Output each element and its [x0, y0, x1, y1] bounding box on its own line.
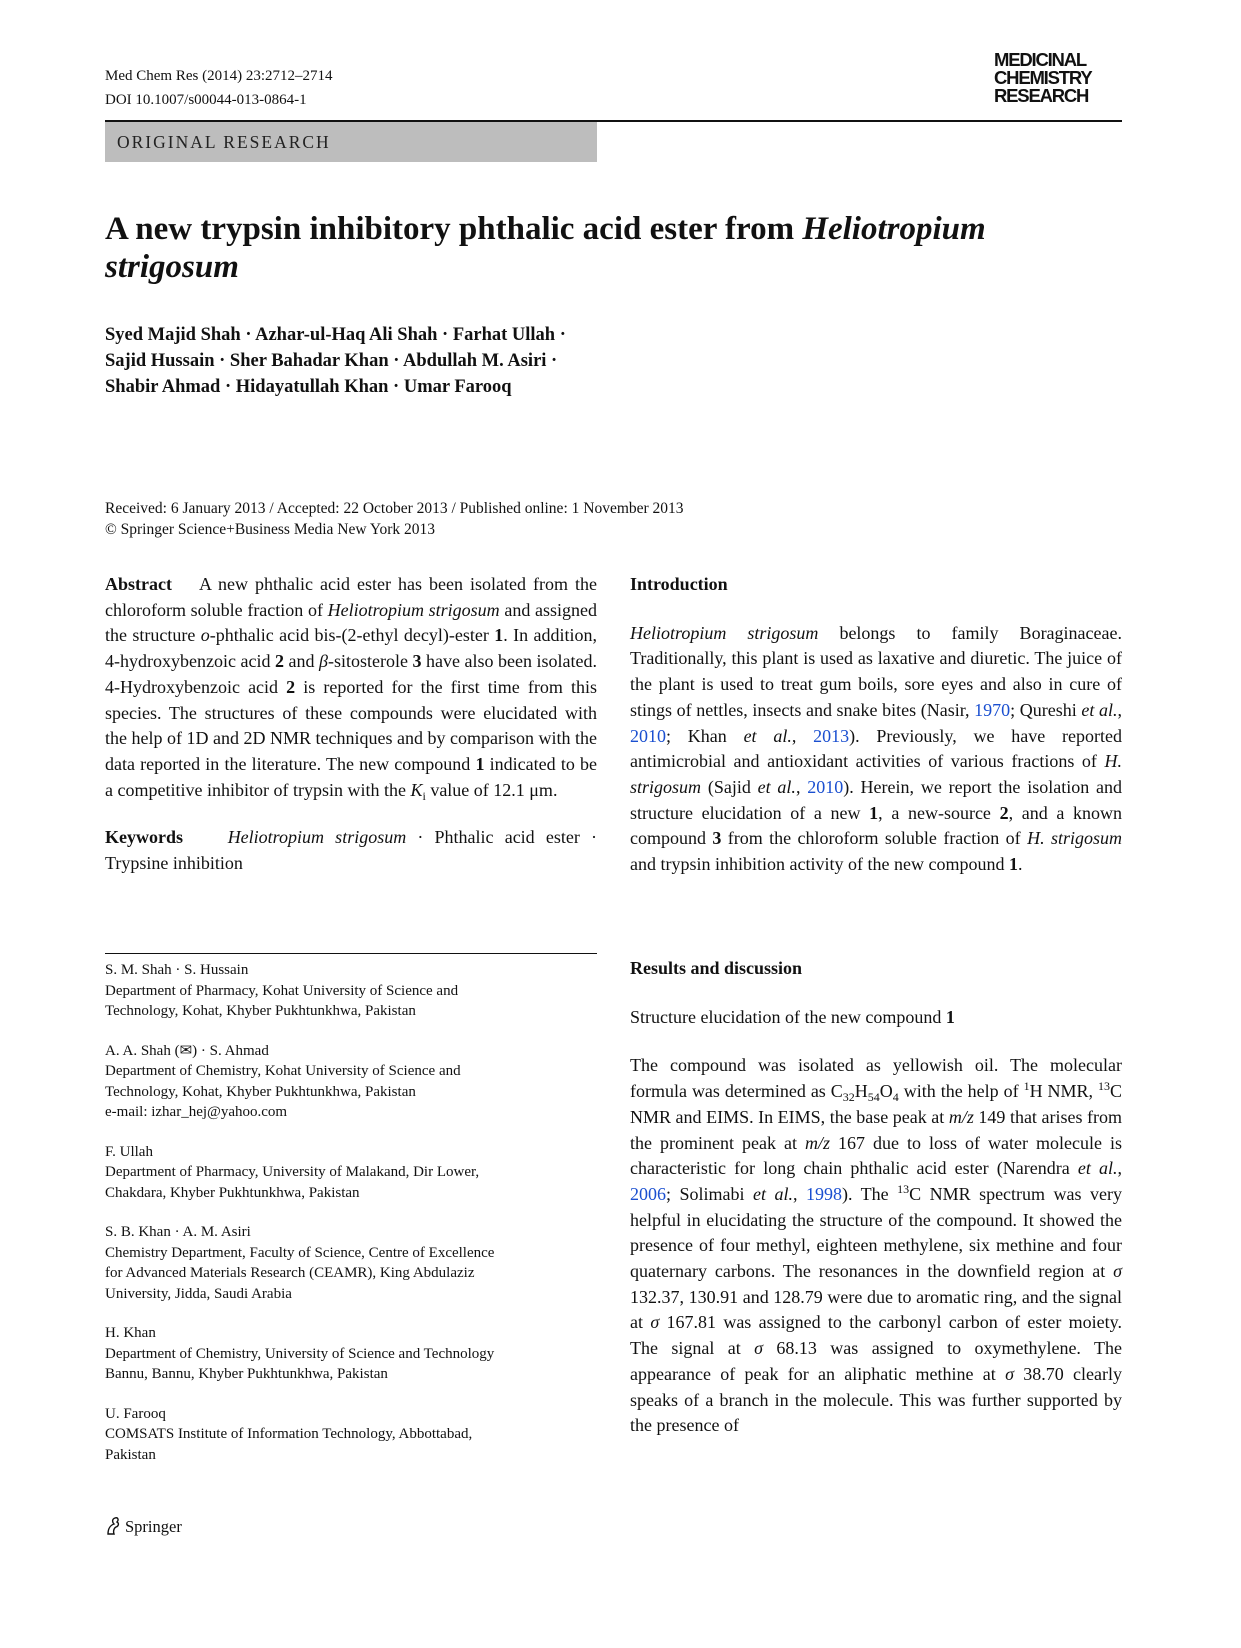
introduction-paragraph — [630, 621, 1122, 878]
affiliation-entry — [105, 1041, 597, 1123]
reference-link[interactable]: 2010 — [630, 725, 666, 746]
reference-link[interactable]: 2013 — [813, 725, 850, 746]
logo-line-1: MEDICINAL — [994, 49, 1086, 70]
springer-horse-icon — [105, 1516, 121, 1536]
body-text: ; Solimabi — [666, 1183, 753, 1204]
body-text: 167 due to loss of water molecule is characteristic for long chain phthalic acid ester (Narendra — [630, 1132, 1122, 1179]
body-text: , — [795, 776, 808, 797]
body-text: belongs to family Boraginaceae. Traditionally, this plant is used as laxative and diuretic. The juice of the plant is used to treat gum boils, sore eyes and also in cure of stings of nettles, insects and snake bites (Nasir, — [630, 622, 1122, 720]
body-text: from the chloroform soluble fraction of — [721, 828, 1028, 849]
affiliation-entry — [105, 1222, 597, 1304]
author-line-2: Sajid Hussain · Sher Bahadar Khan · Abdullah M. Asiri · — [105, 351, 558, 371]
body-text: ; Khan — [666, 725, 744, 746]
article-title — [105, 210, 1105, 286]
subscript: i — [422, 788, 426, 803]
sigma-symbol: σ — [650, 1312, 660, 1333]
abstract-text: and assigned the structure — [105, 599, 598, 646]
abstract-text: -sitosterole — [327, 651, 413, 672]
sigma-symbol: σ — [1113, 1261, 1122, 1282]
section-label: ORIGINAL RESEARCH — [117, 132, 331, 152]
abstract-text: is reported for the first time from this species. The structures of these compounds were elucidated with the help of 1D and 2D NMR techniques and by comparison with the data reported in the literature. The new compound — [105, 676, 598, 774]
author-line-1: Syed Majid Shah · Azhar-ul-Haq Ali Shah · Farhat Ullah · — [105, 325, 566, 345]
affiliation-line: Department of Pharmacy, University of Malakand, Dir Lower, — [105, 1164, 480, 1180]
keywords-paragraph — [105, 825, 597, 876]
keywords-text: · Phthalic acid ester · Trypsine inhibition — [105, 827, 597, 874]
affiliation-names: S. B. Khan · A. M. Asiri — [105, 1224, 251, 1240]
affiliation-line: COMSATS Institute of Information Technology, Abbottabad, — [105, 1426, 473, 1442]
body-text: C NMR spectrum was very helpful in elucidating the structure of the compound. It showed the presence of four methyl, eighteen methylene, six methine and four quaternary carbons. The resonances in the downfield region at — [630, 1183, 1122, 1282]
italic-text: m/z — [804, 1132, 830, 1153]
abstract-text: indicated to be a competitive inhibitor of trypsin with the — [105, 753, 597, 800]
reference-link[interactable]: 2006 — [630, 1183, 666, 1204]
subscript: 54 — [867, 1090, 880, 1105]
body-text: , — [1117, 699, 1122, 720]
introduction-heading: Introduction — [630, 574, 728, 594]
affiliation-line: Department of Pharmacy, Kohat University of Science and — [105, 982, 459, 999]
subheading-text: Structure elucidation of the new compound — [630, 1006, 946, 1027]
affiliation-line: Department of Chemistry, Kohat University of Science and — [105, 1063, 461, 1079]
affiliation-entry — [105, 1323, 597, 1385]
superscript: 13 — [1098, 1079, 1110, 1094]
affiliation-line: Pakistan — [105, 1446, 156, 1463]
doi-line: DOI 10.1007/s00044-013-0864-1 — [105, 92, 307, 108]
body-text: , and a known compound — [630, 802, 1123, 849]
keyword-italic: Heliotropium strigosum — [227, 827, 407, 848]
publication-dates — [105, 498, 1005, 540]
affiliation-line: Chemistry Department, Faculty of Science, Centre of Excellence — [105, 1244, 495, 1261]
sigma-symbol: σ — [754, 1338, 764, 1359]
affiliation-entry — [105, 1404, 597, 1466]
body-text: and trypsin inhibition activity of the new compound — [630, 854, 1009, 875]
keywords-heading: Keywords — [105, 827, 183, 848]
compound-number: 2 — [286, 676, 296, 697]
italic-text: et al. — [1077, 1158, 1118, 1179]
abstract-italic: β — [319, 651, 328, 672]
subscript: 4 — [892, 1090, 899, 1105]
affiliation-entry — [105, 960, 597, 1022]
publisher-name: Springer — [125, 1517, 182, 1536]
italic-text: et al. — [752, 1183, 793, 1204]
body-text: C NMR and EIMS. In EIMS, the base peak at — [630, 1081, 1123, 1127]
body-text: ). The — [841, 1183, 898, 1204]
abstract-text: A new phthalic acid ester has been isolated from the chloroform soluble fraction of — [105, 574, 597, 620]
body-text: , — [1117, 1158, 1122, 1179]
publisher-footer — [105, 1516, 182, 1538]
affiliation-names: S. M. Shah · S. Hussain — [105, 962, 249, 978]
title-text: A new trypsin inhibitory phthalic acid ester from — [105, 211, 803, 247]
body-text: 38.70 clearly speaks of a branch in the molecule. This was further supported by the presence of — [630, 1363, 1122, 1436]
affiliations — [105, 960, 597, 1465]
abstract-paragraph — [105, 572, 597, 803]
body-text: O — [879, 1081, 893, 1102]
body-text: , a new-source — [878, 802, 1000, 823]
reference-link[interactable]: 2010 — [807, 776, 844, 797]
affiliation-names: F. Ullah — [105, 1143, 153, 1160]
author-line-3: Shabir Ahmad · Hidayatullah Khan · Umar Farooq — [105, 377, 512, 397]
abstract-heading: Abstract — [105, 574, 172, 594]
body-text: 149 that arises from the prominent peak at — [630, 1106, 1122, 1153]
body-text: . — [1017, 854, 1023, 875]
abstract-text: value of 12.1 μm. — [425, 779, 558, 800]
compound-number: 1 — [494, 625, 504, 646]
body-text: 167.81 was assigned to the carbonyl carbon of ester moiety. The signal at — [630, 1312, 1123, 1359]
journal-logo — [994, 51, 1120, 105]
introduction-section — [630, 572, 1122, 878]
results-section — [630, 956, 1122, 1439]
results-subheading — [630, 1005, 1122, 1031]
body-text: The compound was isolated as yellowish oil. The molecular formula was determined as C — [630, 1055, 1122, 1102]
body-text: 132.37, 130.91 and 128.79 were due to aromatic ring, and the signal at — [630, 1286, 1122, 1333]
italic-text: et al. — [757, 776, 796, 797]
affiliation-line: University, Jidda, Saudi Arabia — [105, 1285, 292, 1302]
reference-link[interactable]: 1998 — [805, 1183, 842, 1204]
body-text: ; Qureshi — [1010, 699, 1082, 720]
journal-citation — [105, 64, 332, 112]
compound-number: 2 — [999, 802, 1009, 823]
affiliation-email: e-mail: izhar_hej@yahoo.com — [105, 1104, 288, 1120]
body-text: , — [792, 1183, 806, 1204]
compound-number: 2 — [274, 651, 284, 672]
results-paragraph — [630, 1053, 1122, 1439]
reference-link[interactable]: 1970 — [974, 699, 1011, 720]
italic-text: H. strigosum — [1027, 828, 1122, 849]
body-text: 68.13 was assigned to oxymethylene. The appearance of peak for an aliphatic methine at — [630, 1338, 1122, 1384]
affiliation-names: H. Khan — [105, 1325, 156, 1341]
compound-number: 3 — [412, 651, 422, 672]
abstract-block — [105, 572, 597, 877]
body-text: , — [791, 725, 814, 746]
affiliation-names: U. Farooq — [105, 1405, 166, 1422]
affiliation-line: Department of Chemistry, University of Science and Technology — [105, 1345, 495, 1362]
author-list — [105, 322, 905, 400]
abstract-text: -phthalic acid bis-(2-ethyl decyl)-ester — [209, 625, 495, 646]
italic-text: H. strigosum — [630, 751, 1122, 797]
italic-text: et al. — [1081, 699, 1118, 720]
compound-number: 1 — [945, 1006, 955, 1027]
title-species: strigosum — [105, 249, 239, 285]
title-genus: Heliotropium — [802, 211, 986, 247]
compound-number: 3 — [712, 828, 722, 849]
body-text: ). Herein, we report the isolation and structure elucidation of a new — [630, 776, 1122, 823]
body-text: (Sajid — [701, 776, 758, 797]
body-text: H — [854, 1081, 868, 1102]
affiliation-line: Chakdara, Khyber Pukhtunkhwa, Pakistan — [105, 1184, 360, 1201]
superscript: 13 — [897, 1181, 910, 1196]
compound-number: 1 — [475, 753, 485, 774]
affiliation-names: A. A. Shah (✉) · S. Ahmad — [105, 1042, 269, 1059]
abstract-italic: o — [200, 625, 210, 646]
compound-number: 1 — [869, 802, 879, 823]
abstract-text: . In addition, 4-hydroxybenzoic acid — [105, 625, 597, 672]
affiliation-line: for Advanced Materials Research (CEAMR), King Abdulaziz — [105, 1265, 475, 1281]
abstract-text: and — [283, 651, 320, 672]
italic-text: et al. — [743, 725, 792, 746]
logo-line-3: RESEARCH — [994, 85, 1089, 106]
journal-volume-line: Med Chem Res (2014) 23:2712–2714 — [105, 68, 333, 84]
dates-line: Received: 6 January 2013 / Accepted: 22 October 2013 / Published online: 1 November 2013 — [105, 500, 684, 517]
superscript: 1 — [1023, 1079, 1030, 1094]
italic-text: Heliotropium strigosum — [630, 622, 819, 643]
body-text: H NMR, — [1029, 1081, 1098, 1102]
affiliations-divider — [105, 953, 597, 954]
affiliation-line: Technology, Kohat, Khyber Pukhtunkhwa, Pakistan — [105, 1003, 416, 1019]
italic-text: m/z — [948, 1106, 974, 1127]
abstract-italic: K — [410, 779, 423, 800]
body-text: ). Previously, we have reported antimicrobial and antioxidant activities of various fractions of — [630, 725, 1123, 772]
body-text: with the help of — [898, 1081, 1024, 1102]
results-heading: Results and discussion — [630, 958, 803, 978]
affiliation-line: Bannu, Bannu, Khyber Pukhtunkhwa, Pakistan — [105, 1366, 388, 1382]
logo-line-2: CHEMISTRY — [994, 67, 1092, 88]
affiliation-entry — [105, 1142, 597, 1204]
copyright-line: © Springer Science+Business Media New York 2013 — [105, 521, 436, 538]
subscript: 32 — [842, 1090, 855, 1105]
section-band — [105, 122, 597, 162]
abstract-italic: Heliotropium strigosum — [327, 599, 500, 620]
compound-number: 1 — [1008, 854, 1018, 875]
affiliation-line: Technology, Kohat, Khyber Pukhtunkhwa, Pakistan — [105, 1083, 416, 1100]
abstract-text: have also been isolated. 4-Hydroxybenzoic acid — [105, 651, 597, 697]
sigma-symbol: σ — [1005, 1363, 1014, 1384]
